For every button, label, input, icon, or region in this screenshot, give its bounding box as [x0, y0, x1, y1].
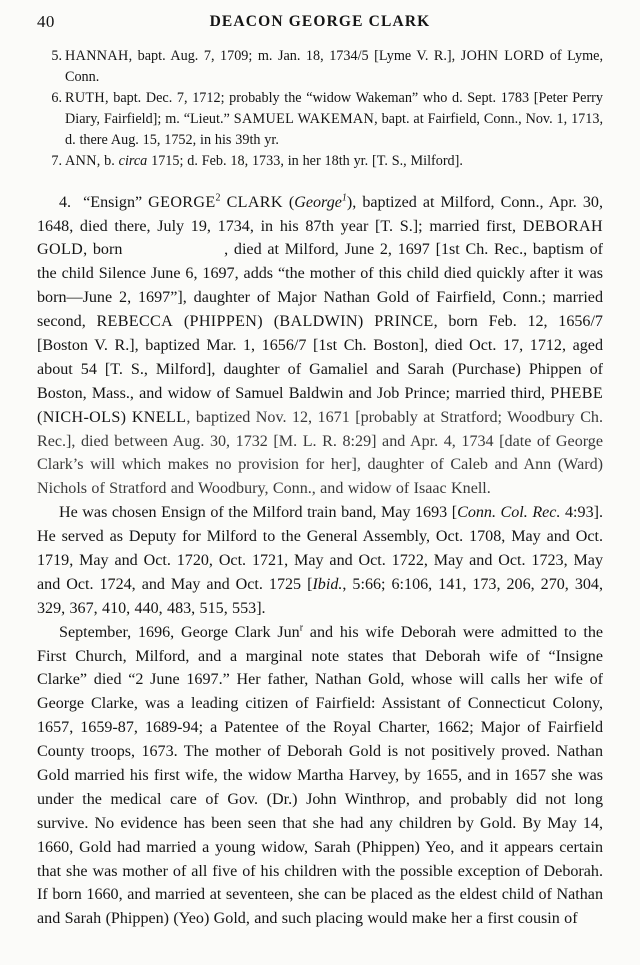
- subject-given-name: GEORGE: [148, 193, 216, 211]
- list-item: [37, 88, 603, 151]
- second-wife-name-part4: PRINCE: [374, 313, 434, 331]
- list-item-detail: , b.: [96, 152, 119, 169]
- subject-generation-superscript: 2: [215, 192, 221, 204]
- citation-ibid: Ibid.: [312, 575, 343, 593]
- list-item-detail: , bapt. Dec. 7, 1712; probably the “widow Wakeman” who d. Sept. 1783 [Peter Perry Diary, Fairfield]; m. “Lieut.”: [65, 89, 603, 127]
- parent-generation-superscript: 1: [341, 192, 347, 204]
- list-item-detail-end: 1715; d. Feb. 18, 1733, in her 18th yr. [T. S., Milford].: [147, 152, 463, 169]
- children-list: [37, 46, 603, 172]
- offices-text-a: He was chosen Ensign of the Milford train band, May 1693 [: [59, 504, 458, 522]
- page-number: 40: [37, 12, 55, 31]
- list-item-text: [65, 151, 603, 172]
- list-item-detail-end: of Lyme, Conn.: [65, 48, 603, 85]
- person-name: HANNAH: [65, 48, 129, 64]
- second-wife-detail: , born Feb. 12, 1656/7 [Boston V. R.], baptized Mar. 1, 1656/7 [1st Ch. Boston], died Oct. 17, 1712, aged about 54 [T. S., Milford], daughter of Gamaliel and Sarah (Purchase) Phippen of Boston, Mass., and widow of Samuel Baldwin and Job Prince; married third,: [37, 313, 603, 402]
- first-wife-name: DEBORAH GOLD: [37, 217, 603, 259]
- second-wife-name-part3: (BALDWIN): [273, 313, 364, 331]
- junior-superscript: r: [299, 622, 304, 634]
- entry-space: [71, 194, 83, 211]
- spouse-name: JOHN LORD: [460, 48, 545, 64]
- person-name: ANN: [65, 152, 97, 169]
- list-item-text: [65, 88, 603, 151]
- entry-number: 4.: [59, 193, 72, 211]
- third-wife-detail: , baptized Nov. 12, 1671 [probably at Stratford; Woodbury Ch. Rec.], died between Aug. 30, 1732 [M. L. R. 8:29] and Apr. 4, 1734 [date of George Clark’s will which makes no provision for her], daughter of Caleb and Ann (Ward) Nichols of Stratford and Woodbury, Conn., and widow of Isaac Knell.: [37, 408, 603, 498]
- third-wife-name-part4: KNELL: [131, 408, 187, 426]
- third-wife-name-part1: PHEBE: [550, 384, 603, 402]
- first-wife-born-label: , born: [83, 241, 129, 259]
- subject-surname: CLARK: [226, 193, 283, 211]
- offices-text-b: 4:93]. He served as Deputy for Milford to the General Assembly, Oct. 1708, May and Oct. 1719, May and Oct. 1720, Oct. 1721, May and Oct. 1722, May and Oct. 1723, May and Oct. 1724, and May and Oct. 1725 [: [37, 504, 603, 593]
- list-item-number: 6.: [51, 89, 62, 106]
- list-item: [37, 46, 603, 88]
- first-wife-detail: , died at Milford, June 2, 1697 [1st Ch. Rec., baptism of the child Silence June 6, 1697, adds “the mother of this child died quickly after it was born—June 2, 1697”], daughter of Major Nathan Gold of Fairfield, Conn.; married second,: [37, 241, 603, 331]
- third-wife-name-part2: (NICH-: [37, 408, 90, 426]
- list-item-text: [65, 46, 603, 88]
- person-name: RUTH: [65, 89, 106, 106]
- entry-epithet: “Ensign”: [83, 193, 149, 211]
- italic-circa: circa: [118, 152, 148, 169]
- main-entry-paragraph: 4. “Ensign” GEORGE$^2$ CLARK (George$^1$), baptized at Milford, Conn., Apr. 30, 1648, died there, July 19, 1734, in his 87th year [T. S.]; married first, DEBORAH GOLD, born , died at Milford, June 2, 1697 [1st Ch. Rec., baptism of the child Silence June 6, 1697, adds “the mother of this child died quickly after it was born—June 2, 1697”], daughter of Major Nathan Gold of Fairfield, Conn.; married second, REBECCA (PHIPPEN) (BALDWIN) PRINCE, born Feb. 12, 1656/7 [Boston V. R.], baptized Mar. 1, 1656/7 [1st Ch. Boston], died Oct. 17, 1712, aged about 54 [T. S., Milford], daughter of Gamaliel and Sarah (Purchase) Phippen of Boston, Mass., and widow of Samuel Baldwin and Job Prince; married third, PHEBE (NICH-OLS) KNELL, baptized Nov. 12, 1671 [probably at Stratford; Woodbury Ch. Rec.], died between Aug. 30, 1732 [M. L. R. 8:29] and Apr. 4, 1734 [date of George Clark’s will which makes no provision for her], daughter of Caleb and Ann (Ward) Nichols of Stratford and Woodbury, Conn., and widow of Isaac Knell.: [37, 192, 603, 498]
- offices-paragraph: [37, 501, 603, 620]
- second-wife-name-part1: REBECCA: [96, 313, 174, 331]
- church-text-b: and his wife Deborah were admitted to the First Church, Milford, and a marginal note states that Deborah wife of “Insigne Clarke” died “2 June 1697.” Her father, Nathan Gold, whose will calls her wife of George Clarke, was a leading citizen of Fairfield: Assistant of Connecticut Colony, 1657, 1659-87, 1689-94; a Patentee of the Royal Charter, 1662; Major of Fairfield County troops, 1673. The mother of Deborah Gold is not positively proved. Nathan Gold married his first wife, the widow Martha Harvey, by 1655, and in 1657 she was under the medical care of Gov. (Dr.) John Winthrop, and probably did not long survive. No evidence has been seen that she had any children by Gold. By May 14, 1660, Gold had married a young widow, Sarah (Phippen) Yeo, and it appears certain that she was mother of all five of his children with the possible exception of Deborah. If born 1660, and married at seventeen, she can be placed as the eldest child of Nathan and Sarah (Phippen) (Yeo) Gold, and such placing would make her a first cousin of: [37, 623, 604, 928]
- second-wife-name-part2: (PHIPPEN): [183, 313, 263, 331]
- list-item-detail: , bapt. Aug. 7, 1709; m. Jan. 18, 1734/5 [Lyme V. R.],: [128, 48, 461, 64]
- running-head: [37, 12, 603, 36]
- church-record-paragraph: [37, 621, 603, 932]
- entry-birth-death-text: , baptized at Milford, Conn., Apr. 30, 1648, died there, July 19, 1734, in his 87th year [T. S.]; married first,: [37, 193, 603, 235]
- citation-conn-col-rec: Conn. Col. Rec.: [457, 504, 561, 522]
- third-wife-name-part3: OLS): [89, 408, 127, 426]
- running-head-title: DEACON GEORGE CLARK: [209, 13, 431, 30]
- spouse-name: SAMUEL WAKEMAN: [233, 110, 375, 127]
- offices-text-c: , 5:66; 6:106, 141, 173, 206, 270, 304, 329, 367, 410, 440, 483, 515, 553].: [37, 575, 603, 617]
- parent-name: George: [294, 193, 342, 211]
- list-item: [37, 151, 603, 172]
- list-item-number: 7.: [51, 152, 62, 169]
- list-item-number: 5.: [51, 48, 62, 64]
- church-text-a: September, 1696, George Clark Jun: [59, 623, 300, 641]
- list-item-detail-end: , bapt. at Fairfield, Conn., Nov. 1, 1713, d. there Aug. 15, 1752, in his 39th yr.: [65, 110, 604, 148]
- page-body: [37, 46, 603, 931]
